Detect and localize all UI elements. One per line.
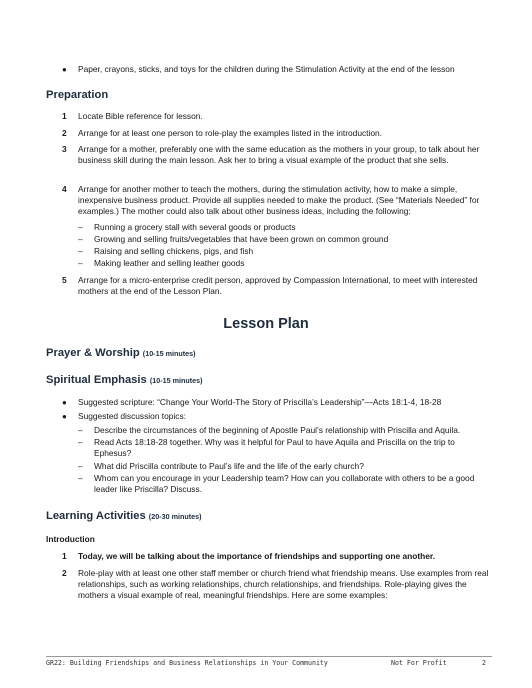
item-number: 1 — [62, 551, 67, 561]
item-number: 1 — [62, 111, 67, 121]
dash-icon: – — [78, 425, 83, 435]
item-text: Arrange for a micro-enterprise credit person, approved by Compassion International, to meet with interested mothers at the end of the Lesson Plan. — [78, 275, 478, 296]
sub-item-text: Growing and selling fruits/vegetables that have been grown on common ground — [94, 234, 389, 244]
topic-text: Read Acts 18:18-28 together. Why was it helpful for Paul to have Aquila and Priscilla on the trip to Ephesus? — [94, 437, 455, 458]
bullet-icon: ● — [62, 412, 67, 421]
duration-label: (20-30 minutes) — [148, 512, 202, 521]
dash-icon: – — [78, 222, 83, 232]
duration-label: (10-15 minutes) — [142, 349, 196, 358]
prayer-worship-heading — [46, 347, 196, 359]
item-text: Arrange for a mother, preferably one with the same education as the mothers in your group, to talk about her business skill during the main lesson. Ask her to bring a visual example of the product that she sells. — [78, 144, 480, 165]
item-text: Arrange for at least one person to role-play the examples listed in the introduction. — [78, 128, 382, 138]
heading-text: Learning Activities — [46, 510, 146, 522]
dash-icon: – — [78, 258, 83, 268]
page-number: 2 — [482, 659, 486, 667]
sub-item-text: Running a grocery stall with several goods or products — [94, 222, 296, 232]
sub-item-text: Making leather and selling leather goods — [94, 258, 245, 268]
bullet-text: Paper, crayons, sticks, and toys for the children during the Stimulation Activity at the end of the lesson — [78, 64, 455, 74]
heading-text: Prayer & Worship — [46, 347, 140, 359]
item-number: 4 — [62, 184, 67, 194]
spiritual-emphasis-heading — [46, 374, 203, 386]
item-number: 2 — [62, 568, 67, 578]
bullet-text: Suggested discussion topics: — [78, 411, 187, 421]
footer-divider — [46, 656, 492, 657]
item-text: Today, we will be talking about the importance of friendships and supporting one another. — [78, 551, 436, 561]
item-number: 5 — [62, 275, 67, 285]
topic-text: Describe the circumstances of the beginning of Apostle Paul’s relationship with Priscilla and Aquila. — [94, 425, 461, 435]
dash-icon: – — [78, 437, 83, 447]
lesson-plan-title: Lesson Plan — [223, 316, 309, 332]
dash-icon: – — [78, 234, 83, 244]
preparation-heading: Preparation — [46, 89, 109, 101]
item-text: Locate Bible reference for lesson. — [78, 111, 203, 121]
bullet-text: Suggested scripture: “Change Your World-The Story of Priscilla’s Leadership”—Acts 18:1-4, 18-28 — [78, 397, 442, 407]
dash-icon: – — [78, 473, 83, 483]
item-text: Arrange for another mother to teach the mothers, during the stimulation activity, how to make a simple, inexpensive business product. Provide all supplies needed to make the product. (See “Materials Needed” for examples.) The mother could also talk about other business ideas, including the following: — [78, 184, 480, 216]
item-number: 2 — [62, 128, 67, 138]
heading-text: Spiritual Emphasis — [46, 374, 147, 386]
bullet-icon: ● — [62, 65, 67, 74]
dash-icon: – — [78, 461, 83, 471]
bullet-icon: ● — [62, 398, 67, 407]
introduction-label: Introduction — [46, 534, 95, 544]
item-text: Role-play with at least one other staff member or church friend what friendship means. Use examples from real relationships, such as working relationships, church relationships, and friendships. Role-playing gives the mothers a visual example of real, meaningful friendships. Here are some examples: — [78, 568, 489, 600]
topic-text: Whom can you encourage in your Leadership team? How can you collaborate with others to be a good leader like Priscilla? Discuss. — [94, 473, 475, 494]
learning-activities-heading — [46, 510, 202, 522]
footer-notice: Not For Profit — [391, 659, 447, 667]
dash-icon: – — [78, 246, 83, 256]
sub-item-text: Raising and selling chickens, pigs, and fish — [94, 246, 254, 256]
topic-text: What did Priscilla contribute to Paul’s life and the life of the early church? — [94, 461, 364, 471]
duration-label: (10-15 minutes) — [149, 376, 203, 385]
footer-title: GR22: Building Friendships and Business Relationships in Your Community — [46, 659, 328, 667]
item-number: 3 — [62, 144, 67, 154]
